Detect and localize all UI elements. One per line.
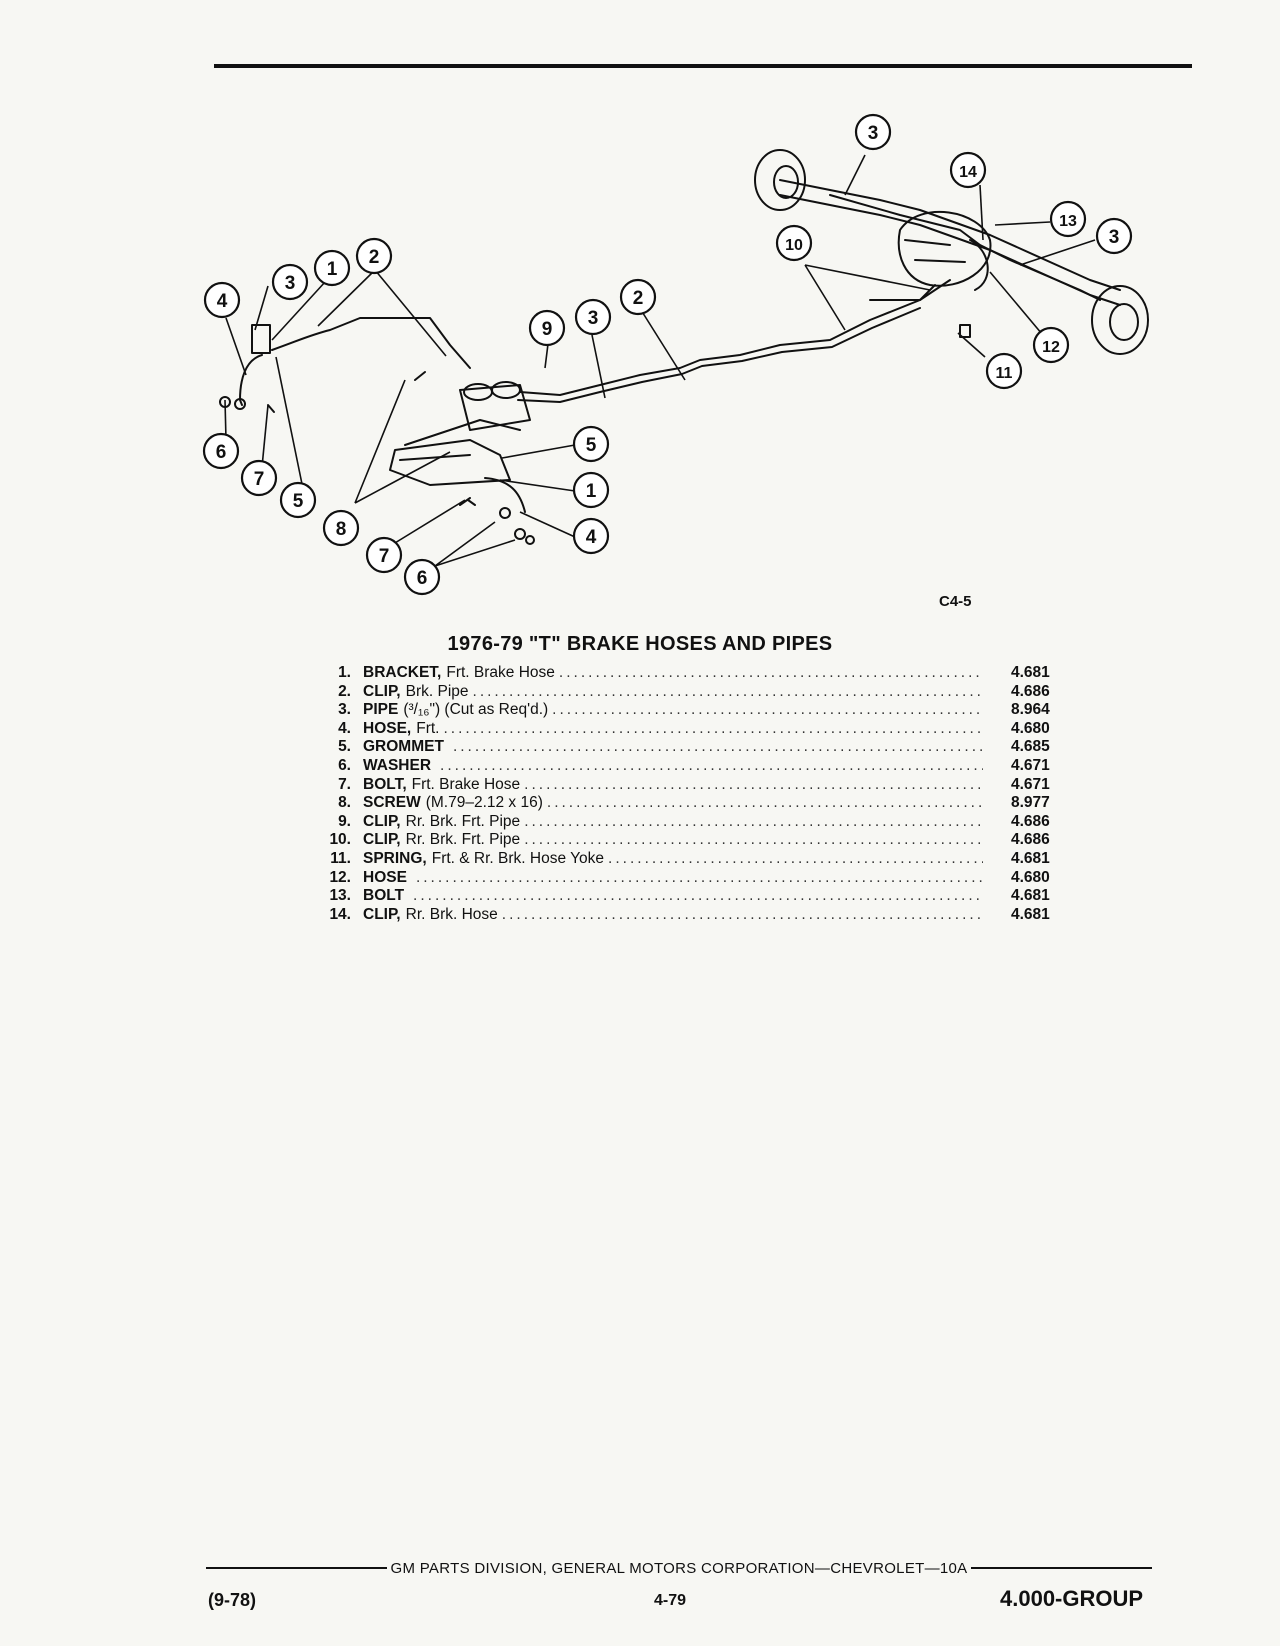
parts-row xyxy=(300,813,1065,832)
callout-number: 4 xyxy=(585,527,597,548)
callout-number: 4 xyxy=(216,291,228,312)
footer-page-number: 4-79 xyxy=(654,1592,687,1609)
part-number: 12. xyxy=(329,868,351,886)
dot-leader xyxy=(524,813,983,832)
part-name: CLIP, xyxy=(363,905,401,923)
dot-leader xyxy=(524,776,983,795)
callout-number: 12 xyxy=(1042,339,1060,356)
dot-leader xyxy=(413,887,983,906)
part-name: HOSE xyxy=(363,868,407,886)
footer-rule-right xyxy=(971,1567,1152,1569)
callout-number: 14 xyxy=(959,164,977,181)
parts-row xyxy=(300,869,1065,888)
figure-code: C4-5 xyxy=(939,593,972,610)
part-description: Rr. Brk. Hose xyxy=(405,905,498,923)
part-name: SCREW xyxy=(363,794,421,812)
part-description: Rr. Brk. Frt. Pipe xyxy=(405,831,521,849)
part-name: BRACKET, xyxy=(363,664,442,681)
part-description: Frt. Brake Hose xyxy=(411,775,521,793)
dot-leader xyxy=(547,794,983,813)
part-number: 1. xyxy=(338,664,351,681)
parts-row xyxy=(300,720,1065,739)
part-number: 6. xyxy=(338,756,351,774)
part-name: CLIP, xyxy=(363,682,401,700)
callout-number: 8 xyxy=(335,519,347,540)
front-hose-left xyxy=(240,355,262,405)
part-group-number: 4.680 xyxy=(1011,719,1050,737)
part-number: 13. xyxy=(329,887,351,905)
parts-row xyxy=(300,850,1065,869)
footer-rule-left xyxy=(206,1567,387,1569)
part-number: 2. xyxy=(338,682,351,700)
dot-leader xyxy=(443,720,983,739)
part-description: Frt. Brake Hose xyxy=(446,664,555,681)
part-number: 8. xyxy=(338,794,351,812)
parts-row xyxy=(300,776,1065,795)
footer-group: 4.000-GROUP xyxy=(1000,1586,1144,1611)
part-name: GROMMET xyxy=(363,738,444,756)
part-number: 5. xyxy=(338,738,351,756)
part-number: 9. xyxy=(338,812,351,830)
callout-number: 2 xyxy=(368,247,380,268)
callout-number: 1 xyxy=(326,259,338,280)
part-name: PIPE xyxy=(363,701,399,719)
callout-number: 3 xyxy=(1108,227,1120,248)
part-group-number: 4.686 xyxy=(1011,831,1050,849)
part-description: (³/₁₆") (Cut as Req'd.) xyxy=(403,701,549,719)
callout-number: 13 xyxy=(1059,213,1077,230)
part-number: 3. xyxy=(338,701,351,719)
part-group-number: 4.681 xyxy=(1011,905,1050,923)
part-group-number: 4.686 xyxy=(1011,812,1050,830)
dot-leader xyxy=(473,683,983,702)
dot-leader xyxy=(552,701,983,720)
part-number: 14. xyxy=(329,905,351,923)
parts-row xyxy=(300,887,1065,906)
callout-number: 5 xyxy=(292,491,304,512)
part-group-number: 4.681 xyxy=(1011,887,1050,905)
part-name: CLIP, xyxy=(363,812,401,830)
part-group-number: 4.681 xyxy=(1011,664,1050,681)
part-description: (M.79–2.12 x 16) xyxy=(425,794,543,812)
part-group-number: 4.686 xyxy=(1011,682,1050,700)
part-name: HOSE, xyxy=(363,719,412,737)
brake-lines-diagram xyxy=(0,0,1280,640)
part-description: Frt. xyxy=(416,719,440,737)
footer-credit-line xyxy=(206,1558,1152,1578)
part-number: 11. xyxy=(330,849,351,867)
callout-number: 5 xyxy=(585,435,597,456)
callout-number: 7 xyxy=(378,546,390,567)
dot-leader xyxy=(524,831,983,850)
footer-credit: GM PARTS DIVISION, GENERAL MOTORS CORPORATION—CHEVROLET—10A xyxy=(390,1559,968,1577)
part-group-number: 4.681 xyxy=(1011,849,1050,867)
callout-number: 2 xyxy=(632,288,644,309)
dot-leader xyxy=(453,738,983,757)
callout-number: 3 xyxy=(284,273,296,294)
part-group-number: 8.977 xyxy=(1011,794,1050,812)
parts-row xyxy=(300,757,1065,776)
parts-row xyxy=(300,831,1065,850)
part-group-number: 4.671 xyxy=(1011,775,1050,793)
part-group-number: 8.964 xyxy=(1011,701,1050,719)
dot-leader xyxy=(608,850,983,869)
part-name: BOLT xyxy=(363,887,405,905)
callout-number: 1 xyxy=(585,481,597,502)
parts-row xyxy=(300,683,1065,702)
footer-date: (9-78) xyxy=(208,1590,257,1610)
parts-list xyxy=(300,664,1065,924)
part-name: BOLT, xyxy=(363,775,407,793)
part-group-number: 4.680 xyxy=(1011,868,1050,886)
part-group-number: 4.671 xyxy=(1011,756,1050,774)
parts-row xyxy=(300,794,1065,813)
callout-number: 6 xyxy=(215,442,227,463)
page-title: 1976-79 "T" BRAKE HOSES AND PIPES xyxy=(447,633,833,655)
brake-pipe-main xyxy=(272,318,470,368)
part-name: CLIP, xyxy=(363,831,401,849)
callout-number: 3 xyxy=(867,123,879,144)
part-description: Frt. & Rr. Brk. Hose Yoke xyxy=(431,849,605,867)
rear-drum-right xyxy=(1092,286,1148,354)
parts-row xyxy=(300,664,1065,683)
parts-row xyxy=(300,701,1065,720)
part-group-number: 4.685 xyxy=(1011,738,1050,756)
callout-number: 6 xyxy=(416,568,428,589)
part-number: 4. xyxy=(338,719,351,737)
dot-leader xyxy=(559,664,983,683)
callout-number: 9 xyxy=(541,319,553,340)
callout-number: 7 xyxy=(253,469,265,490)
part-number: 7. xyxy=(338,775,351,793)
part-description: Brk. Pipe xyxy=(405,682,469,700)
parts-row xyxy=(300,738,1065,757)
part-description: Rr. Brk. Frt. Pipe xyxy=(405,812,521,830)
brake-pipe-rear xyxy=(520,280,950,395)
callout-number: 3 xyxy=(587,308,599,329)
callout-number: 10 xyxy=(785,237,803,254)
dot-leader xyxy=(502,906,983,925)
part-name: SPRING, xyxy=(363,849,427,867)
callout-number: 11 xyxy=(995,365,1013,382)
dot-leader xyxy=(416,869,983,888)
parts-row xyxy=(300,906,1065,925)
part-name: WASHER xyxy=(363,756,432,774)
dot-leader xyxy=(440,757,983,776)
part-number: 10. xyxy=(329,831,351,849)
